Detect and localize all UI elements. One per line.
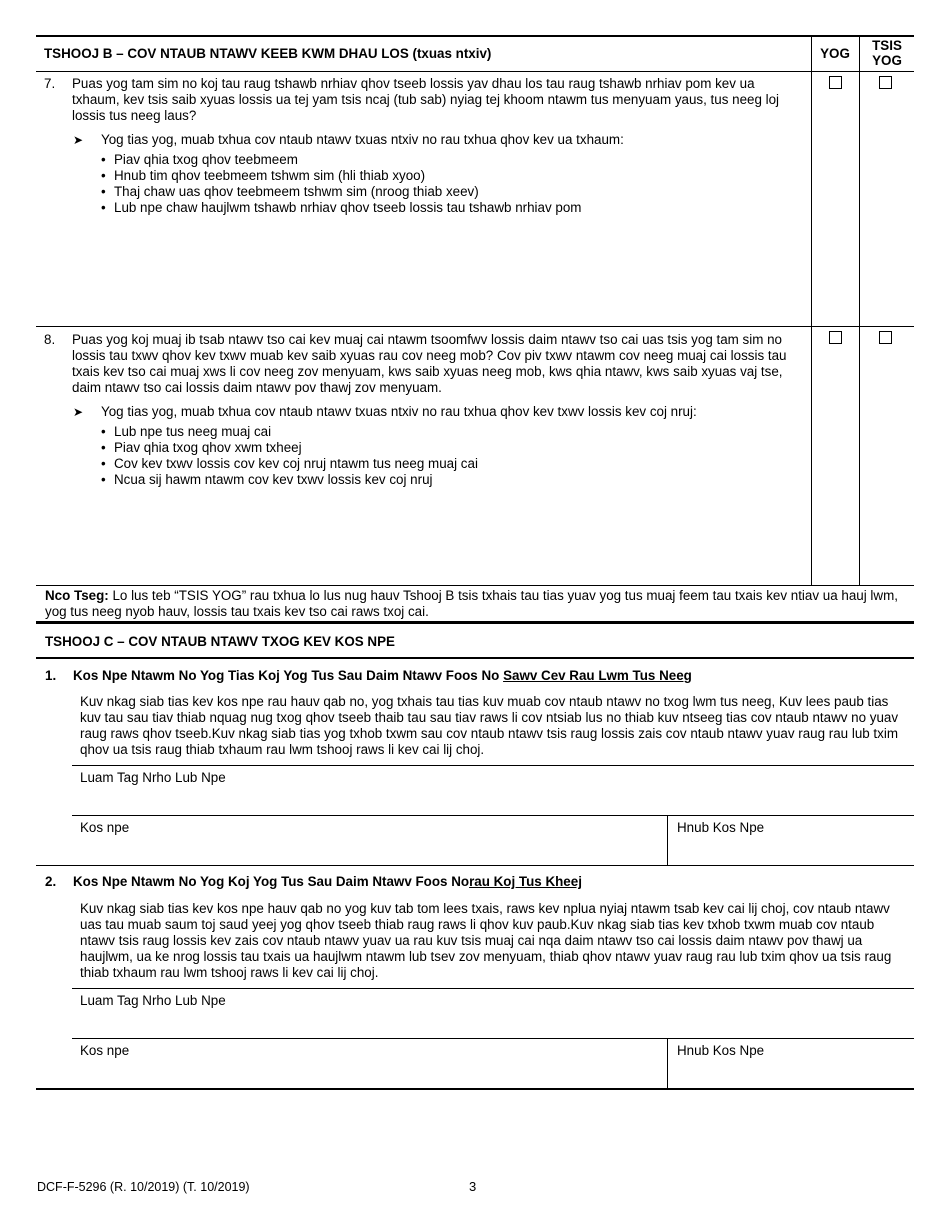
list-item: • Cov kev txwv lossis cov kev coj nruj ntawm tus neeg muaj cai: [101, 456, 801, 472]
note-text: Lo lus teb “TSIS YOG” rau txhua lo lus nug hauv Tshooj B tsis txhais tau tias yuav yog tus muaj feem tau txais kev ntiav ua hauj lwm, yog tus neeg nyob hauv, lossis tau txais kev tso cai raws txoj cai.: [45, 588, 898, 619]
arrow-bullet-icon: ➤: [73, 133, 84, 147]
table-header-divider: [36, 71, 914, 72]
question-7-number: 7.: [44, 76, 56, 91]
signature-field-1[interactable]: [72, 816, 667, 865]
question-8-no-checkbox[interactable]: [879, 331, 892, 344]
note-label: Nco Tseg:: [45, 588, 109, 603]
question-7-no-checkbox[interactable]: [879, 76, 892, 89]
table-top-border: [36, 35, 914, 37]
signature-label: Kos npe: [80, 1043, 130, 1058]
list-item: • Thaj chaw uas qhov teebmeem tshwm sim (nroog thiab xeev): [101, 184, 801, 200]
signature-field-2[interactable]: [72, 1039, 667, 1088]
list-item: • Ncua sij hawm ntawm cov kev txwv lossis kev coj nruj: [101, 472, 801, 488]
question-7-text: Puas yog tam sim no koj tau raug tshawb nrhiav qhov tseeb lossis yav dhau los tau raug tshawb nrhiav pom kev ua txhaum, kev tsis saib xyuas lossis ua tej yam tsis ncaj (tub sab) nyiag tej khoom ntawm tus menyuam yaus, tus neeg loj lossis tus neeg laus?: [72, 76, 780, 123]
list-item: • Piav qhia txog qhov teebmeem: [101, 152, 801, 168]
yes-column-header: YOG: [820, 46, 850, 61]
title-underlined-text: rau Koj Tus Kheej: [469, 874, 582, 889]
date-label: Hnub Kos Npe: [677, 1043, 765, 1058]
section-b-header: TSHOOJ B – COV NTAUB NTAWV KEEB KWM DHAU LOS (txuas ntxiv): [44, 46, 492, 61]
section-c-top-border: [36, 621, 914, 624]
arrow-bullet-icon: ➤: [73, 405, 84, 419]
print-name-field-2[interactable]: [72, 989, 914, 1038]
question-7-yes-checkbox[interactable]: [829, 76, 842, 89]
question-8-yes-checkbox[interactable]: [829, 331, 842, 344]
question-8-text: Puas yog koj muaj ib tsab ntawv tso cai kev muaj cai ntawm tsoomfwv lossis daim ntawv tso cai uas tsis yog tam sim no lossis tau txwv qhov kev txwv muab kev saib xyuas rau cov neeg mob? Cov piv txwv ntawm cov neeg muaj cai lossis tau txais kev tso cai muaj xws li cov neeg zov menyuam, kws saib xyuas neeg mob, kws qhia ntawv, kws saib xyuas vaj tse, daim ntawv tso cai lossis daim ntawv pov thawj zov menyuam.: [72, 332, 787, 395]
title-underlined-text: Sawv Cev Rau Lwm Tus Neeg: [503, 668, 692, 683]
print-name-field-1[interactable]: [72, 766, 914, 815]
page-number: 3: [469, 1179, 477, 1194]
signature-block-1-bottom-border: [36, 865, 914, 866]
signature-block-1-number: 1.: [45, 668, 57, 683]
section-b-note: [45, 588, 905, 620]
list-item: • Piav qhia txog qhov xwm txheej: [101, 440, 801, 456]
date-field-2[interactable]: [668, 1039, 914, 1088]
signature-block-2-title: [73, 874, 582, 890]
no-column-divider: [859, 35, 860, 585]
print-name-label: Luam Tag Nrho Lub Npe: [80, 770, 226, 785]
date-field-1[interactable]: [668, 816, 914, 865]
list-item: • Hnub tim qhov teebmeem tshwm sim (hli thiab xyoo): [101, 168, 801, 184]
date-label: Hnub Kos Npe: [677, 820, 765, 835]
title-text: Kos Npe Ntawm No Yog Koj Yog Tus Sau Daim Ntawv Foos No: [73, 874, 470, 889]
section-c-bottom-border: [36, 1088, 914, 1090]
question-8-bullets: [101, 424, 801, 488]
row-divider: [36, 326, 914, 327]
signature-label: Kos npe: [80, 820, 130, 835]
title-text: Kos Npe Ntawm No Yog Tias Koj Yog Tus Sau Daim Ntawv Foos No: [73, 668, 504, 683]
question-8-prompt: Yog tias yog, muab txhua cov ntaub ntawv txuas ntxiv no rau txhua qhov kev txwv lossis kev coj nruj:: [101, 404, 697, 419]
list-item: • Lub npe tus neeg muaj cai: [101, 424, 801, 440]
print-name-label: Luam Tag Nrho Lub Npe: [80, 993, 226, 1008]
yes-column-divider: [811, 35, 812, 585]
list-item: • Lub npe chaw haujlwm tshawb nrhiav qhov tseeb lossis tau tshawb nrhiav pom: [101, 200, 801, 216]
section-c-header: TSHOOJ C – COV NTAUB NTAWV TXOG KEV KOS NPE: [45, 634, 395, 649]
question-7-prompt: Yog tias yog, muab txhua cov ntaub ntawv txuas ntxiv no rau txhua qhov kev ua txhaum:: [101, 132, 624, 147]
signature-block-1-body: Kuv nkag siab tias kev kos npe rau hauv qab no, yog txhais tau tias kuv muab cov ntaub ntawv no txog lwm tus neeg, Kuv lees paub tias kuv tau sau tiav thiab nquag nug txog qhov tseeb thaib tau sau tiav raws li cov ntsiab lus no thiab kuv ntseeg tias cov ntaub ntawv no yuav raug raws qhov tseeb.Kuv nkag siab tias yog txhob txwm sau cov ntaub ntawv tsis raug lossis zais cov ntaub ntawv yuav raug rau lub txim qhov ua tsis raug thiab txhaum rau lwm tshooj raws li kev cai lij choj.: [80, 694, 899, 757]
signature-block-2-body: Kuv nkag siab tias kev kos npe hauv qab no yog kuv tab tom lees txais, raws kev nplua nyiaj ntawm tsab kev cai lij choj, cov ntaub ntawv uas tau muab saum toj saud yeej yog qhov tseeb thiab raug raws li qhov kuv paub.Kuv nkag siab tias kev txhob txwm muab cov ntaub ntawv tsis raug lossis kev zais cov ntaub ntawv yuav ua rau kuv tsis muaj cai nqa daim ntawv tso cai lossis daim ntawv pov thawj ua haujlwm, ua ke nrog lossis tau txais ua haujlwm ntawm lub tsev zov menyuam, thiab qhov ntawv yuav raug rau lub txim qhov ua tsis raug thiab txhaum rau lwm tshooj raws li kev cai lij choj.: [80, 901, 892, 980]
signature-block-1-title: [73, 668, 692, 684]
no-column-header: TSIS YOG: [872, 38, 902, 68]
question-8-number: 8.: [44, 332, 56, 347]
question-7-bullets: [101, 152, 801, 216]
table-bottom-border: [36, 585, 914, 586]
form-id: DCF-F-5296 (R. 10/2019) (T. 10/2019): [37, 1180, 250, 1194]
signature-block-2-number: 2.: [45, 874, 57, 889]
section-c-header-divider: [36, 657, 914, 659]
